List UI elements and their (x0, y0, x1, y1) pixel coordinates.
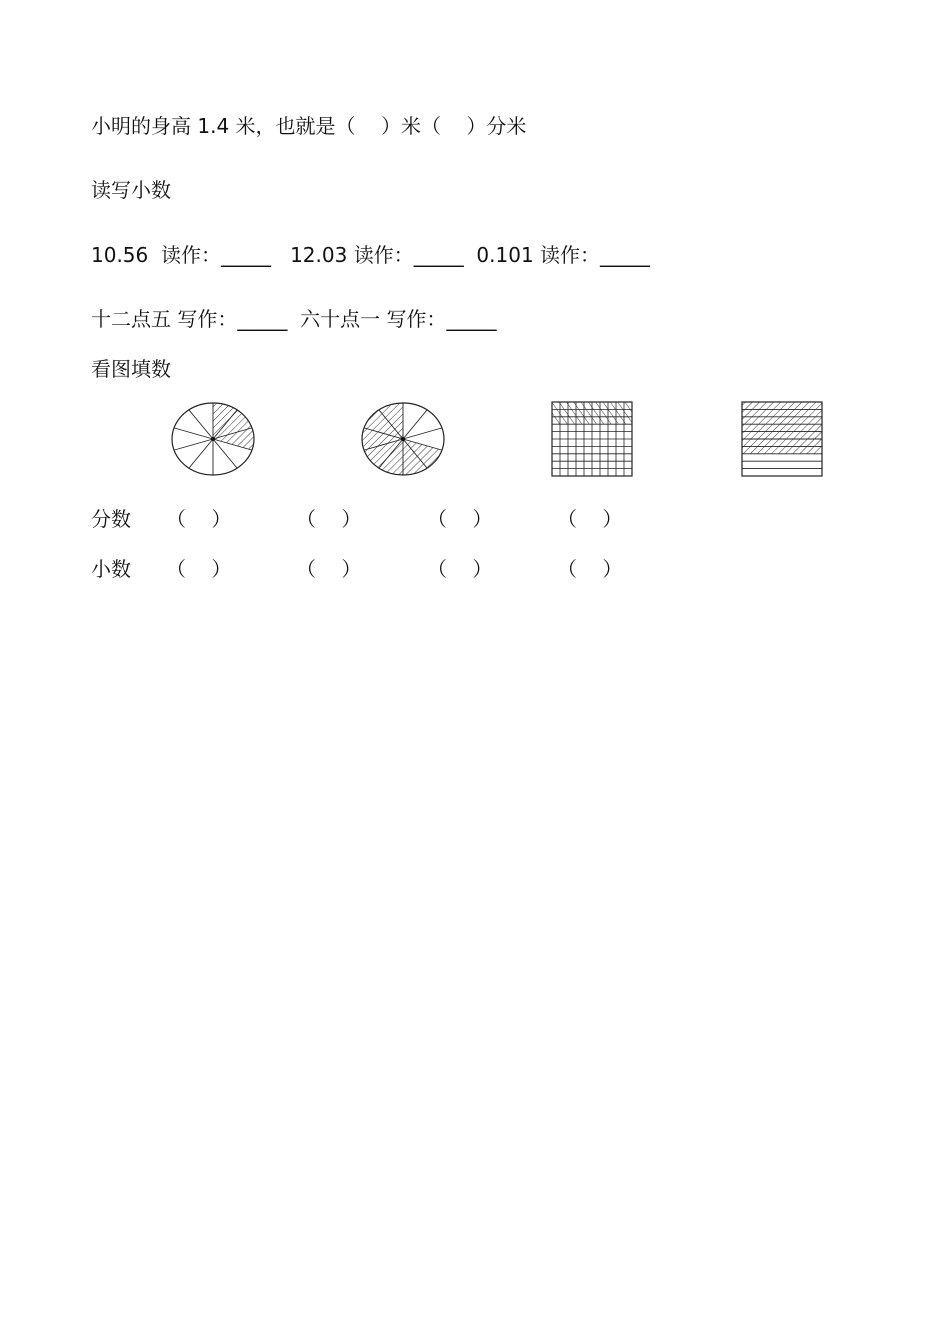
reading-number: 10.56 (91, 243, 149, 267)
sector-divider (403, 428, 442, 439)
answer-row-fraction-label: 分数 (91, 507, 131, 531)
figure-circle-2 (360, 400, 446, 478)
answer-blank[interactable]: （ ） (166, 507, 232, 531)
reading-blank[interactable]: _____ (413, 243, 464, 267)
section-read-write-title: 读写小数 (91, 178, 171, 202)
writing-label: 写作： (177, 307, 238, 331)
writing-blank[interactable]: _____ (446, 307, 497, 331)
reading-label: 读作： (160, 243, 221, 267)
reading-label: 读作： (353, 243, 414, 267)
reading-number: 0.101 (476, 243, 534, 267)
answer-blank[interactable]: （ ） (557, 557, 623, 581)
sector-divider (174, 439, 213, 450)
answer-row-decimal-label: 小数 (91, 557, 131, 581)
figure-circle-1 (170, 400, 256, 478)
question-height: 小明的身高 1.4 米，也就是（ ）米（ ）分米 (91, 114, 527, 138)
writing-blank[interactable]: _____ (237, 307, 288, 331)
sector-divider (189, 439, 213, 468)
answer-blank[interactable]: （ ） (296, 557, 362, 581)
reading-blank[interactable]: _____ (220, 243, 271, 267)
writing-words: 六十点一 (300, 307, 381, 331)
sector-divider (189, 410, 213, 439)
reading-label: 读作： (540, 243, 601, 267)
reading-number: 12.03 (290, 243, 348, 267)
section-figures-title: 看图填数 (91, 357, 171, 381)
answer-blank[interactable]: （ ） (427, 507, 493, 531)
sector-divider (403, 410, 427, 439)
reading-row (91, 243, 650, 267)
figure-strips (740, 400, 824, 478)
answer-blank[interactable]: （ ） (557, 507, 623, 531)
circle-center (211, 437, 215, 441)
sector-divider (174, 428, 213, 439)
answer-blank[interactable]: （ ） (296, 507, 362, 531)
figure-hundred-grid (550, 400, 634, 478)
circle-center (401, 437, 405, 441)
writing-label: 写作： (386, 307, 447, 331)
writing-words: 十二点五 (91, 307, 171, 331)
answer-blank[interactable]: （ ） (427, 557, 493, 581)
reading-blank[interactable]: _____ (600, 243, 651, 267)
writing-row (91, 307, 496, 331)
answer-blank[interactable]: （ ） (166, 557, 232, 581)
